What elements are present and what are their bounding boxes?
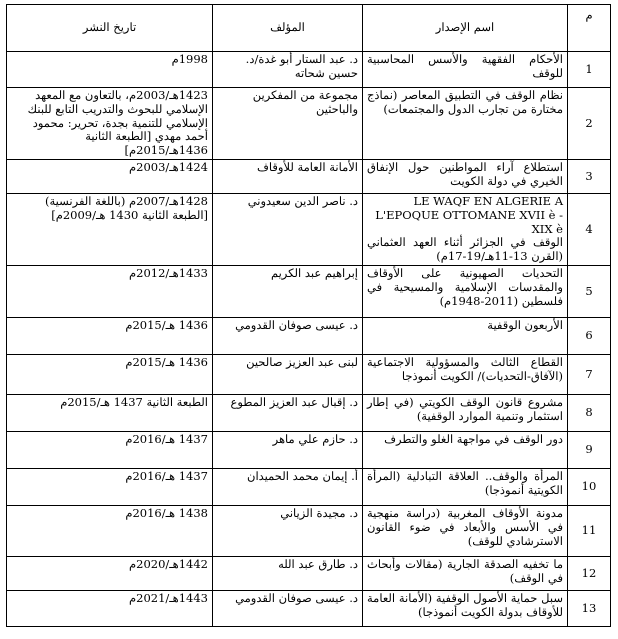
row-title: مدونة الأوقاف المغربية (دراسة منهجية في الأسس والأبعاد في ضوء القانون الاسترشادي للوقف) [363,505,568,556]
row-date: 1443هـ/2021م [7,590,213,626]
row-author: د. عبد الستار أبو غدة/د. حسين شحاته [213,52,363,88]
row-number: 9 [568,431,611,468]
row-date: 1428هـ/2007م (باللغة الفرنسية) [الطبعة الثانية 1430 هـ/2009م] [7,193,213,265]
row-title: سبل حماية الأصول الوقفية (الأمانة العامة للأوقاف بدولة الكويت أنموذجا) [363,590,568,626]
row-date: 1423هـ/2003م، بالتعاون مع المعهد الإسلامي للبحوث والتدريب التابع للبنك الإسلامي للتنمية بجدة، تحرير: محمود أحمد مهدي [الطبعة الثانية 1436هـ/2015م] [7,88,213,160]
row-date: 1437 هـ/2016م [7,468,213,505]
row-title: القطاع الثالث والمسؤولية الاجتماعية (الآفاق-التحديات)/ الكويت أنموذجا [363,354,568,394]
row-title-latin: LE WAQF EN ALGERIE A L'EPOQUE OTTOMANE XVII è - XIX è [375,193,563,236]
row-number: 4 [568,193,611,265]
row-title: استطلاع آراء المواطنين حول الإنفاق الخيري في دولة الكويت [363,159,568,193]
row-date: الطبعة الثانية 1437 هـ/2015م [7,394,213,431]
table-header-row [7,5,611,52]
row-number: 2 [568,88,611,160]
row-number: 5 [568,265,611,317]
row-author: مجموعة من المفكرين والباحثين [213,88,363,160]
row-number: 1 [568,52,611,88]
row-author: د. طارق عبد الله [213,556,363,590]
row-author: د. حازم علي ماهر [213,431,363,468]
header-number: م [568,5,611,52]
row-title: المرأة والوقف.. العلاقة التبادلية (المرأة الكويتية أنموذجا) [363,468,568,505]
row-author: د. إقبال عبد العزيز المطوع [213,394,363,431]
header-title: اسم الإصدار [363,5,568,52]
row-date: 1442هـ/2020م [7,556,213,590]
table-row [7,159,611,193]
row-number: 6 [568,317,611,354]
row-author: د. مجيدة الزياني [213,505,363,556]
row-title: نظام الوقف في التطبيق المعاصر (نماذج مختارة من تجارب الدول والمجتمعات) [363,88,568,160]
table-row [7,394,611,431]
table-row [7,468,611,505]
row-date: 1433هـ/2012م [7,265,213,317]
table-row [7,317,611,354]
row-author: أ. إيمان محمد الحميدان [213,468,363,505]
row-author: د. عيسى صوفان القدومي [213,590,363,626]
row-date: 1437 هـ/2016م [7,431,213,468]
table-row [7,354,611,394]
row-date: 1436 هـ/2015م [7,354,213,394]
row-number: 11 [568,505,611,556]
row-title: الأربعون الوقفية [363,317,568,354]
header-date: تاريخ النشر [7,5,213,52]
table-row [7,193,611,265]
row-number: 8 [568,394,611,431]
publications-table [6,4,611,627]
table-row [7,431,611,468]
table-row [7,590,611,626]
row-number: 13 [568,590,611,626]
row-title: التحديات الصهيونية على الأوقاف والمقدسات الإسلامية والمسيحية في فلسطين (2011-1948م) [363,265,568,317]
row-title: مشروع قانون الوقف الكويتي (في إطار استثمار وتنمية الموارد الوقفية) [363,394,568,431]
row-author: د. ناصر الدين سعيدوني [213,193,363,265]
row-author: لبنى عبد العزيز صالحين [213,354,363,394]
row-title: الأحكام الفقهية والأسس المحاسبية للوقف [363,52,568,88]
row-author: د. عيسى صوفان القدومي [213,317,363,354]
row-number: 7 [568,354,611,394]
row-date: 1424هـ/2003م [7,159,213,193]
header-author: المؤلف [213,5,363,52]
table-row [7,265,611,317]
row-author: الأمانة العامة للأوقاف [213,159,363,193]
row-title: ما تخفيه الصدقة الجارية (مقالات وأبحاث في الوقف) [363,556,568,590]
row-title-arabic: الوقف في الجزائر أثناء العهد العثماني (القرن 13-11هـ/19-17م) [367,235,563,264]
table-row [7,505,611,556]
table-row [7,52,611,88]
table-row [7,556,611,590]
table-row [7,88,611,160]
row-number: 10 [568,468,611,505]
row-number: 3 [568,159,611,193]
row-author: إبراهيم عبد الكريم [213,265,363,317]
row-title: دور الوقف في مواجهة الغلو والتطرف [363,431,568,468]
row-number: 12 [568,556,611,590]
row-date: 1438 هـ/2016م [7,505,213,556]
row-title [363,193,568,265]
row-date: 1436 هـ/2015م [7,317,213,354]
row-date: 1998م [7,52,213,88]
